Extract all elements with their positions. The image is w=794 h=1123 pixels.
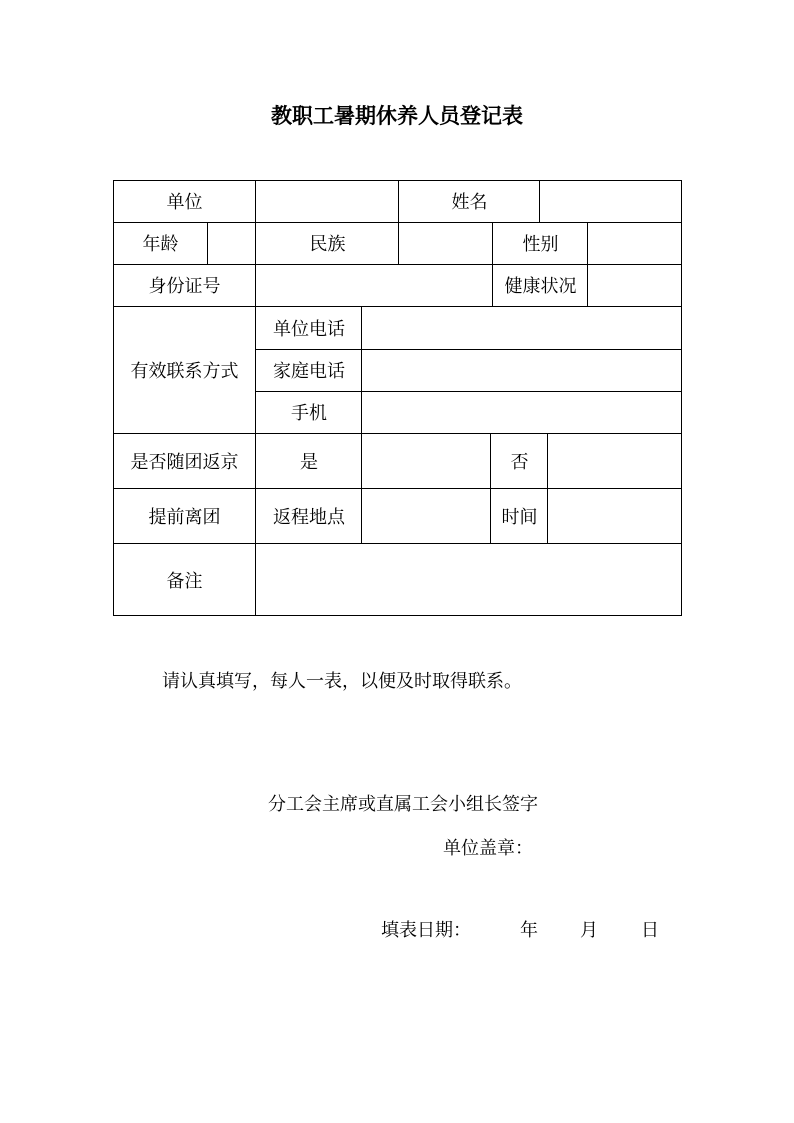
return-place-label: 返程地点 [273,506,345,528]
leave-early-label: 提前离团 [148,506,221,528]
name-value-field[interactable] [540,180,682,222]
signature-line: 分工会主席或直属工会小组长签字 [268,794,538,815]
yes-value-field[interactable] [362,433,491,488]
unit-value-field[interactable] [256,180,399,222]
age-label: 年龄 [142,234,179,255]
work-phone-label: 单位电话 [273,318,345,340]
ethnicity-value-field[interactable] [399,222,493,264]
work-phone-value-field[interactable] [362,306,682,349]
year-label: 年 [520,920,538,941]
return-place-value-field[interactable] [362,488,491,543]
month-label: 月 [580,920,598,941]
return-with-group-label: 是否随团返京 [130,451,239,473]
form-title: 教职工暑期休养人员登记表 [271,103,523,128]
gender-value-field[interactable] [588,222,682,264]
yes-label: 是 [300,451,318,473]
mobile-value-field[interactable] [362,391,682,433]
unit-label: 单位 [166,192,203,213]
health-label: 健康状况 [504,276,577,297]
name-label: 姓名 [451,192,488,213]
remarks-value-field[interactable] [256,543,682,616]
day-label: 日 [641,920,659,941]
time-value-field[interactable] [548,488,682,543]
mobile-label: 手机 [291,403,327,424]
id-number-value-field[interactable] [256,264,493,306]
ethnicity-label: 民族 [309,234,346,255]
no-value-field[interactable] [548,433,682,488]
gender-label: 性别 [522,234,559,255]
time-label: 时间 [501,506,538,528]
fill-date-label: 填表日期： [381,920,471,941]
home-phone-label: 家庭电话 [273,361,345,382]
no-label: 否 [510,451,529,473]
unit-seal-label: 单位盖章： [443,838,533,859]
instruction-note: 请认真填写，每人一表，以便及时取得联系。 [162,671,522,692]
registration-form-table [113,180,682,616]
id-number-label: 身份证号 [148,276,221,297]
health-value-field[interactable] [588,264,682,306]
home-phone-value-field[interactable] [362,349,682,391]
contact-label: 有效联系方式 [130,360,239,382]
age-value-field[interactable] [208,222,256,264]
remarks-label: 备注 [166,570,203,592]
